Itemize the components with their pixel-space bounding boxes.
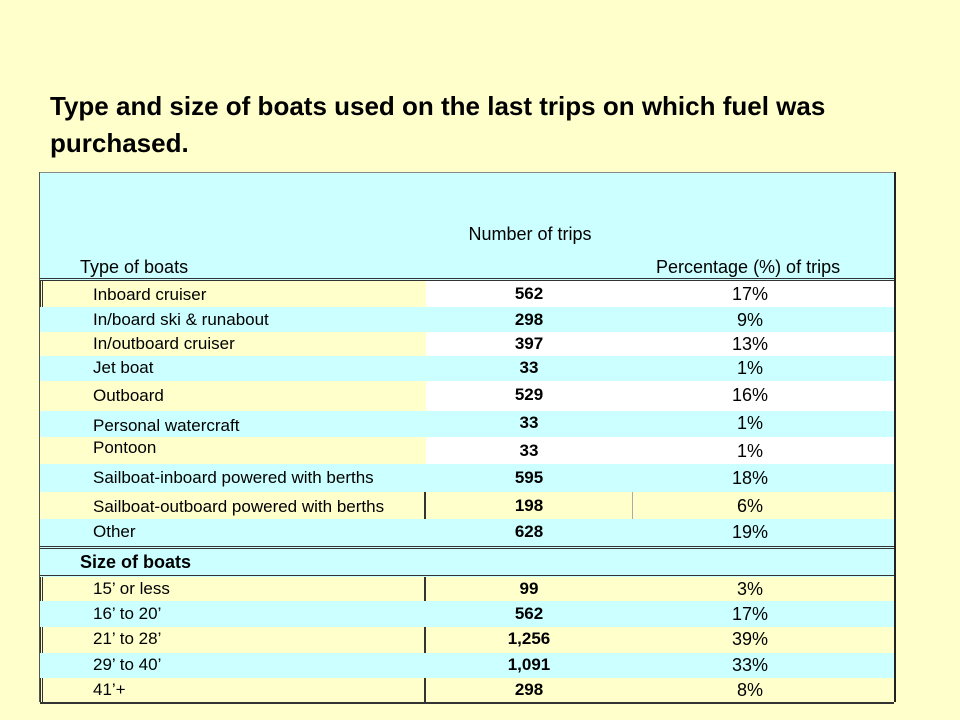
table-row	[40, 601, 894, 628]
size-of-boats-header	[40, 546, 894, 578]
table-row	[40, 356, 894, 382]
row-number: 33	[519, 413, 539, 432]
row-label: Sailboat-inboard powered with berths	[93, 468, 374, 487]
row-pct: 9%	[736, 310, 763, 330]
row-label: Inboard cruiser	[93, 285, 207, 304]
row-number: 33	[519, 441, 539, 460]
row-number: 562	[514, 284, 544, 303]
table-row	[40, 627, 894, 654]
type-of-boats-header: Type of boats	[80, 257, 189, 277]
row-pct: 3%	[736, 579, 763, 599]
row-pct: 1%	[736, 441, 763, 461]
row-number: 595	[514, 468, 544, 487]
row-number: 298	[514, 310, 544, 329]
row-pct: 39%	[731, 629, 769, 649]
table-row	[40, 307, 894, 333]
row-number: 397	[514, 334, 544, 353]
row-label: Sailboat-outboard powered with berths	[93, 497, 385, 516]
table-row	[40, 332, 894, 357]
boat-table	[39, 172, 896, 702]
row-label: Pontoon	[93, 438, 157, 457]
table-row	[40, 437, 894, 465]
row-label: In/outboard cruiser	[93, 334, 235, 353]
row-label: 29’ to 40’	[93, 655, 162, 674]
table-row	[40, 381, 894, 412]
number-of-trips-header: Number of trips	[468, 224, 592, 244]
row-pct: 19%	[731, 522, 769, 542]
row-label: 15’ or less	[93, 579, 170, 598]
row-pct: 8%	[736, 680, 763, 700]
row-label: In/board ski & runabout	[93, 310, 269, 329]
row-pct: 1%	[736, 358, 763, 378]
size-header-label: Size of boats	[80, 552, 192, 572]
table-row	[40, 653, 894, 679]
row-pct: 6%	[736, 496, 763, 516]
row-number: 562	[514, 604, 544, 623]
row-label: 41’+	[93, 680, 126, 699]
table-row	[40, 281, 894, 308]
row-pct: 13%	[731, 334, 769, 354]
table-row	[40, 577, 894, 602]
table-row	[40, 464, 894, 493]
row-pct: 1%	[736, 413, 763, 433]
row-pct: 17%	[731, 604, 769, 624]
row-number: 298	[514, 680, 544, 699]
row-label: 21’ to 28’	[93, 629, 162, 648]
row-number: 529	[514, 385, 544, 404]
row-number: 1,256	[507, 629, 551, 648]
table-row	[40, 492, 894, 520]
row-label: Jet boat	[93, 358, 154, 377]
row-number: 99	[519, 579, 539, 598]
table-row	[40, 411, 894, 438]
row-label: 16’ to 20’	[93, 604, 162, 623]
slide-title: Type and size of boats used on the last trips on which fuel was purchased.	[50, 91, 826, 158]
row-number: 33	[519, 358, 539, 377]
row-pct: 17%	[731, 284, 769, 304]
row-label: Personal watercraft	[93, 416, 240, 435]
row-number: 198	[514, 496, 544, 515]
row-pct: 16%	[731, 385, 769, 405]
row-pct: 18%	[731, 468, 769, 488]
row-pct: 33%	[731, 655, 769, 675]
row-label: Other	[93, 522, 136, 541]
row-number: 628	[514, 522, 544, 541]
table-header	[40, 172, 894, 281]
percentage-header: Percentage (%) of trips	[656, 257, 841, 277]
table-row	[40, 519, 894, 547]
table-row	[40, 678, 894, 704]
row-label: Outboard	[93, 386, 164, 405]
row-number: 1,091	[507, 655, 551, 674]
